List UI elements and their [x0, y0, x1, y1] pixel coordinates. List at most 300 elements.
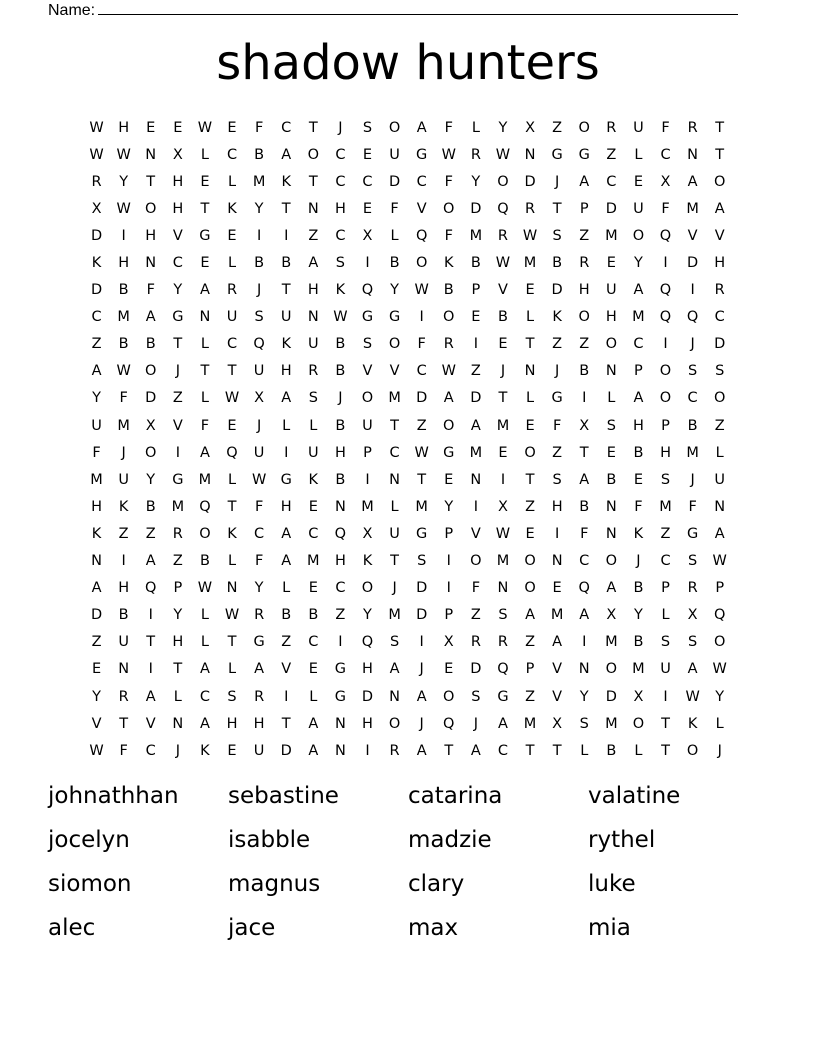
grid-letter: E	[227, 227, 237, 244]
grid-letter: P	[661, 580, 670, 597]
grid-letter: I	[500, 471, 506, 488]
word-bank-item: jace	[228, 915, 276, 941]
grid-letter: D	[551, 282, 563, 299]
grid-letter: M	[605, 634, 618, 651]
grid-letter: D	[416, 580, 428, 597]
grid-letter: G	[578, 146, 590, 163]
grid-letter: Q	[443, 715, 455, 732]
grid-letter: H	[334, 200, 346, 217]
grid-letter: L	[200, 336, 209, 353]
grid-letter: W	[712, 661, 727, 678]
grid-letter: I	[663, 688, 668, 705]
grid-letter: I	[365, 742, 370, 759]
grid-letter: Z	[416, 417, 427, 434]
grid-letter: S	[606, 417, 616, 434]
grid-letter: P	[579, 200, 589, 217]
grid-letter: U	[633, 200, 644, 217]
grid-letter: Y	[363, 607, 372, 624]
grid-letter: E	[633, 471, 643, 488]
grid-letter: G	[416, 525, 428, 542]
grid-letter: W	[685, 688, 700, 705]
grid-letter: O	[361, 390, 374, 407]
grid-letter: M	[523, 715, 537, 732]
grid-letter: T	[173, 336, 183, 353]
grid-letter: V	[389, 363, 400, 380]
grid-letter: A	[91, 580, 102, 597]
grid-letter: E	[227, 417, 237, 434]
grid-letter: S	[688, 634, 698, 651]
word-bank-item: rythel	[588, 827, 656, 853]
grid-letter: E	[606, 444, 616, 461]
grid-letter: O	[415, 255, 428, 272]
grid-letter: S	[362, 336, 373, 353]
grid-letter: W	[197, 580, 213, 597]
grid-letter: P	[661, 417, 670, 434]
grid-letter: U	[389, 146, 400, 163]
grid-letter: M	[171, 498, 185, 515]
grid-letter: U	[362, 417, 373, 434]
grid-letter: U	[253, 444, 265, 461]
grid-letter: U	[606, 282, 617, 299]
grid-letter: J	[419, 661, 424, 678]
grid-letter: N	[118, 661, 130, 678]
grid-letter: R	[308, 363, 319, 380]
grid-letter: T	[308, 173, 318, 190]
grid-letter: H	[118, 255, 130, 272]
grid-letter: H	[172, 173, 184, 190]
grid-letter: H	[334, 444, 346, 461]
grid-letter: A	[714, 200, 725, 217]
grid-letter: Y	[498, 119, 508, 136]
grid-letter: F	[92, 444, 101, 461]
grid-letter: F	[688, 498, 697, 515]
grid-letter: C	[335, 227, 346, 244]
grid-letter: V	[172, 417, 183, 434]
word-bank-item: clary	[408, 871, 465, 897]
grid-letter: T	[661, 715, 670, 732]
grid-letter: K	[362, 553, 373, 570]
grid-letter: H	[714, 255, 726, 272]
grid-letter: G	[199, 227, 211, 244]
grid-letter: Z	[335, 607, 346, 624]
grid-letter: S	[660, 634, 671, 651]
grid-row	[83, 710, 733, 737]
grid-letter: O	[443, 309, 455, 326]
grid-letter: J	[555, 173, 560, 190]
grid-letter: Z	[308, 227, 319, 244]
grid-letter: L	[526, 309, 535, 326]
grid-letter: E	[91, 661, 102, 678]
grid-letter: R	[497, 227, 508, 244]
grid-row	[83, 602, 733, 629]
grid-letter: W	[495, 255, 511, 272]
grid-letter: M	[307, 553, 320, 570]
grid-letter: D	[416, 390, 428, 407]
grid-letter: R	[443, 336, 454, 353]
grid-letter: H	[280, 498, 292, 515]
grid-letter: B	[145, 498, 156, 515]
grid-letter: T	[281, 715, 291, 732]
grid-letter: S	[362, 119, 373, 136]
grid-letter: W	[197, 119, 213, 136]
grid-letter: O	[524, 553, 536, 570]
word-bank-item: mia	[588, 915, 631, 941]
grid-letter: Y	[173, 282, 183, 299]
grid-letter: Y	[254, 200, 264, 217]
grid-letter: B	[552, 255, 563, 272]
grid-letter: N	[145, 146, 157, 163]
grid-letter: Q	[199, 498, 211, 515]
grid-letter: D	[605, 200, 617, 217]
grid-letter: C	[633, 336, 644, 353]
grid-letter: A	[308, 715, 319, 732]
grid-letter: A	[199, 661, 210, 678]
grid-row	[83, 195, 733, 222]
grid-letter: Y	[579, 688, 589, 705]
grid-letter: M	[496, 553, 510, 570]
grid-letter: W	[116, 146, 131, 163]
grid-row	[83, 493, 733, 520]
grid-letter: U	[633, 119, 644, 136]
grid-letter: A	[145, 688, 156, 705]
grid-letter: K	[227, 200, 237, 217]
grid-letter: K	[91, 255, 102, 272]
grid-letter: R	[91, 173, 102, 190]
grid-letter: H	[280, 363, 292, 380]
grid-letter: N	[605, 363, 617, 380]
grid-letter: O	[659, 390, 672, 407]
grid-letter: Q	[497, 661, 509, 678]
grid-letter: K	[281, 173, 291, 190]
grid-letter: C	[362, 173, 373, 190]
grid-letter: O	[443, 688, 455, 705]
grid-letter: D	[470, 200, 482, 217]
grid-letter: A	[281, 146, 292, 163]
grid-letter: Y	[715, 688, 725, 705]
grid-letter: U	[280, 309, 292, 326]
grid-letter: C	[687, 390, 698, 407]
grid-letter: R	[714, 282, 725, 299]
grid-letter: Z	[579, 227, 590, 244]
grid-letter: E	[525, 417, 535, 434]
grid-letter: Q	[226, 444, 238, 461]
grid-letter: O	[713, 634, 726, 651]
grid-letter: O	[145, 444, 157, 461]
grid-letter: C	[714, 309, 725, 326]
grid-letter: T	[119, 715, 129, 732]
grid-letter: A	[470, 742, 481, 759]
grid-letter: D	[416, 607, 428, 624]
grid-letter: P	[444, 607, 454, 624]
grid-letter: W	[116, 363, 131, 380]
grid-letter: Z	[525, 634, 536, 651]
grid-row	[83, 304, 733, 331]
grid-letter: O	[686, 742, 699, 759]
grid-letter: N	[334, 715, 346, 732]
grid-row	[83, 548, 733, 575]
grid-letter: I	[284, 444, 289, 461]
grid-letter: J	[256, 282, 262, 299]
grid-row	[83, 412, 733, 439]
grid-letter: L	[390, 498, 399, 515]
grid-letter: B	[687, 417, 698, 434]
grid-letter: R	[254, 607, 265, 624]
grid-letter: B	[633, 634, 644, 651]
grid-letter: S	[660, 471, 671, 488]
grid-letter: A	[281, 390, 292, 407]
grid-letter: C	[226, 146, 238, 163]
grid-letter: G	[416, 146, 428, 163]
grid-letter: L	[471, 119, 480, 136]
grid-letter: U	[226, 309, 238, 326]
grid-letter: F	[634, 498, 643, 515]
grid-letter: L	[526, 390, 535, 407]
grid-letter: N	[307, 200, 319, 217]
grid-letter: M	[523, 255, 537, 272]
grid-letter: E	[471, 309, 481, 326]
grid-letter: I	[446, 553, 451, 570]
grid-letter: Y	[471, 173, 481, 190]
grid-letter: L	[227, 255, 237, 272]
grid-letter: A	[687, 173, 698, 190]
grid-letter: A	[470, 417, 481, 434]
grid-letter: B	[633, 444, 644, 461]
grid-letter: J	[690, 336, 695, 353]
grid-row	[83, 575, 733, 602]
grid-letter: R	[172, 525, 183, 542]
grid-letter: Y	[633, 255, 643, 272]
grid-letter: K	[687, 715, 698, 732]
grid-letter: H	[118, 580, 130, 597]
grid-letter: O	[605, 336, 618, 353]
grid-letter: J	[636, 553, 641, 570]
grid-letter: Y	[119, 173, 129, 190]
grid-letter: D	[90, 227, 103, 244]
grid-letter: Z	[714, 417, 725, 434]
grid-letter: H	[226, 715, 238, 732]
grid-letter: A	[416, 688, 427, 705]
grid-letter: B	[118, 282, 129, 299]
grid-letter: Z	[525, 498, 536, 515]
grid-letter: F	[580, 525, 589, 542]
grid-letter: B	[199, 553, 210, 570]
grid-letter: T	[390, 417, 399, 434]
grid-letter: C	[335, 580, 346, 597]
grid-letter: W	[414, 444, 429, 461]
grid-letter: J	[392, 580, 397, 597]
grid-letter: R	[606, 119, 617, 136]
grid-letter: S	[552, 227, 562, 244]
grid-letter: H	[91, 498, 102, 515]
grid-letter: I	[365, 471, 370, 488]
grid-letter: B	[470, 255, 481, 272]
grid-letter: G	[443, 444, 455, 461]
grid-letter: N	[470, 471, 482, 488]
grid-letter: G	[551, 390, 563, 407]
grid-letter: Z	[172, 390, 183, 407]
grid-letter: G	[686, 525, 699, 542]
grid-letter: T	[444, 742, 454, 759]
grid-letter: P	[471, 282, 481, 299]
grid-letter: G	[172, 309, 184, 326]
grid-letter: X	[552, 715, 563, 732]
grid-letter: E	[362, 200, 373, 217]
grid-letter: T	[146, 173, 156, 190]
word-bank-item: isabble	[228, 827, 311, 853]
grid-letter: S	[688, 363, 698, 380]
grid-letter: R	[226, 282, 238, 299]
grid-letter: W	[224, 607, 240, 624]
grid-letter: L	[607, 390, 616, 407]
grid-letter: G	[551, 146, 563, 163]
grid-letter: M	[686, 200, 699, 217]
grid-letter: J	[175, 742, 180, 759]
grid-letter: B	[118, 607, 129, 624]
grid-letter: S	[715, 363, 725, 380]
grid-letter: E	[173, 119, 183, 136]
grid-letter: C	[226, 336, 238, 353]
grid-letter: X	[145, 417, 156, 434]
grid-letter: B	[281, 607, 292, 624]
grid-letter: N	[578, 661, 590, 678]
grid-letter: T	[525, 471, 535, 488]
grid-letter: P	[715, 580, 725, 597]
grid-letter: W	[441, 363, 456, 380]
grid-letter: T	[715, 146, 725, 163]
grid-letter: F	[661, 119, 670, 136]
grid-letter: B	[579, 363, 590, 380]
grid-letter: A	[199, 715, 210, 732]
grid-letter: R	[579, 255, 590, 272]
grid-letter: H	[632, 417, 644, 434]
grid-letter: O	[578, 119, 590, 136]
grid-letter: I	[121, 227, 126, 244]
grid-letter: L	[661, 607, 670, 624]
grid-letter: J	[500, 363, 506, 380]
grid-letter: N	[334, 498, 346, 515]
grid-letter: X	[362, 525, 373, 542]
grid-letter: C	[308, 525, 319, 542]
grid-letter: L	[227, 661, 237, 678]
grid-letter: Z	[579, 336, 590, 353]
grid-letter: J	[419, 715, 424, 732]
grid-letter: E	[606, 255, 616, 272]
grid-letter: T	[146, 634, 156, 651]
grid-letter: W	[89, 146, 104, 163]
grid-letter: U	[660, 661, 671, 678]
grid-letter: Z	[172, 553, 183, 570]
grid-letter: E	[227, 742, 237, 759]
grid-letter: N	[497, 580, 509, 597]
grid-letter: F	[254, 119, 264, 136]
grid-letter: A	[91, 363, 102, 380]
grid-row	[83, 385, 733, 412]
grid-letter: G	[172, 471, 184, 488]
grid-letter: Z	[552, 119, 563, 136]
grid-letter: G	[253, 634, 265, 651]
grid-letter: E	[525, 525, 535, 542]
grid-letter: R	[525, 200, 536, 217]
grid-letter: P	[444, 525, 454, 542]
grid-letter: C	[660, 553, 671, 570]
grid-letter: Y	[92, 688, 101, 705]
grid-letter: M	[117, 309, 130, 326]
grid-letter: V	[91, 715, 102, 732]
grid-letter: Z	[606, 146, 617, 163]
grid-letter: O	[659, 363, 672, 380]
grid-letter: P	[173, 580, 183, 597]
grid-letter: V	[362, 363, 373, 380]
grid-letter: S	[417, 553, 427, 570]
grid-row	[83, 141, 733, 168]
grid-letter: W	[495, 525, 511, 542]
name-blank-line[interactable]	[98, 0, 738, 15]
grid-letter: Q	[415, 227, 428, 244]
grid-letter: A	[254, 661, 265, 678]
grid-letter: I	[663, 336, 668, 353]
grid-letter: O	[145, 363, 157, 380]
grid-letter: M	[469, 227, 483, 244]
grid-letter: I	[663, 255, 668, 272]
grid-letter: O	[443, 200, 455, 217]
grid-letter: M	[632, 309, 645, 326]
word-bank-item: valatine	[588, 783, 681, 809]
grid-letter: X	[362, 227, 373, 244]
grid-letter: T	[173, 661, 183, 678]
grid-letter: R	[687, 580, 698, 597]
grid-letter: H	[253, 715, 265, 732]
grid-letter: A	[579, 607, 590, 624]
grid-letter: C	[416, 363, 427, 380]
grid-letter: D	[687, 255, 699, 272]
grid-letter: Y	[146, 471, 156, 488]
grid-letter: R	[254, 688, 265, 705]
grid-letter: M	[469, 444, 483, 461]
grid-letter: C	[497, 742, 509, 759]
grid-letter: D	[470, 661, 482, 678]
grid-letter: C	[199, 688, 210, 705]
grid-letter: I	[419, 634, 424, 651]
grid-letter: M	[388, 390, 401, 407]
grid-letter: C	[389, 444, 400, 461]
grid-letter: B	[308, 607, 319, 624]
grid-letter: S	[227, 688, 237, 705]
grid-letter: J	[473, 715, 478, 732]
grid-letter: R	[470, 634, 481, 651]
grid-letter: T	[227, 363, 237, 380]
grid-letter: D	[90, 282, 103, 299]
grid-letter: X	[443, 634, 454, 651]
grid-letter: I	[148, 607, 153, 624]
grid-letter: F	[444, 119, 453, 136]
grid-letter: M	[198, 471, 212, 488]
word-bank-item: catarina	[408, 783, 503, 809]
grid-letter: D	[605, 688, 617, 705]
grid-letter: W	[89, 119, 104, 136]
grid-letter: N	[389, 688, 400, 705]
grid-letter: T	[552, 200, 562, 217]
grid-letter: C	[91, 309, 102, 326]
word-bank-item: alec	[48, 915, 96, 941]
grid-letter: N	[605, 498, 617, 515]
grid-letter: G	[388, 309, 401, 326]
grid-letter: W	[712, 553, 727, 570]
grid-letter: N	[307, 309, 319, 326]
grid-letter: F	[661, 200, 670, 217]
grid-letter: I	[555, 525, 560, 542]
grid-letter: A	[443, 390, 454, 407]
grid-letter: E	[308, 498, 318, 515]
